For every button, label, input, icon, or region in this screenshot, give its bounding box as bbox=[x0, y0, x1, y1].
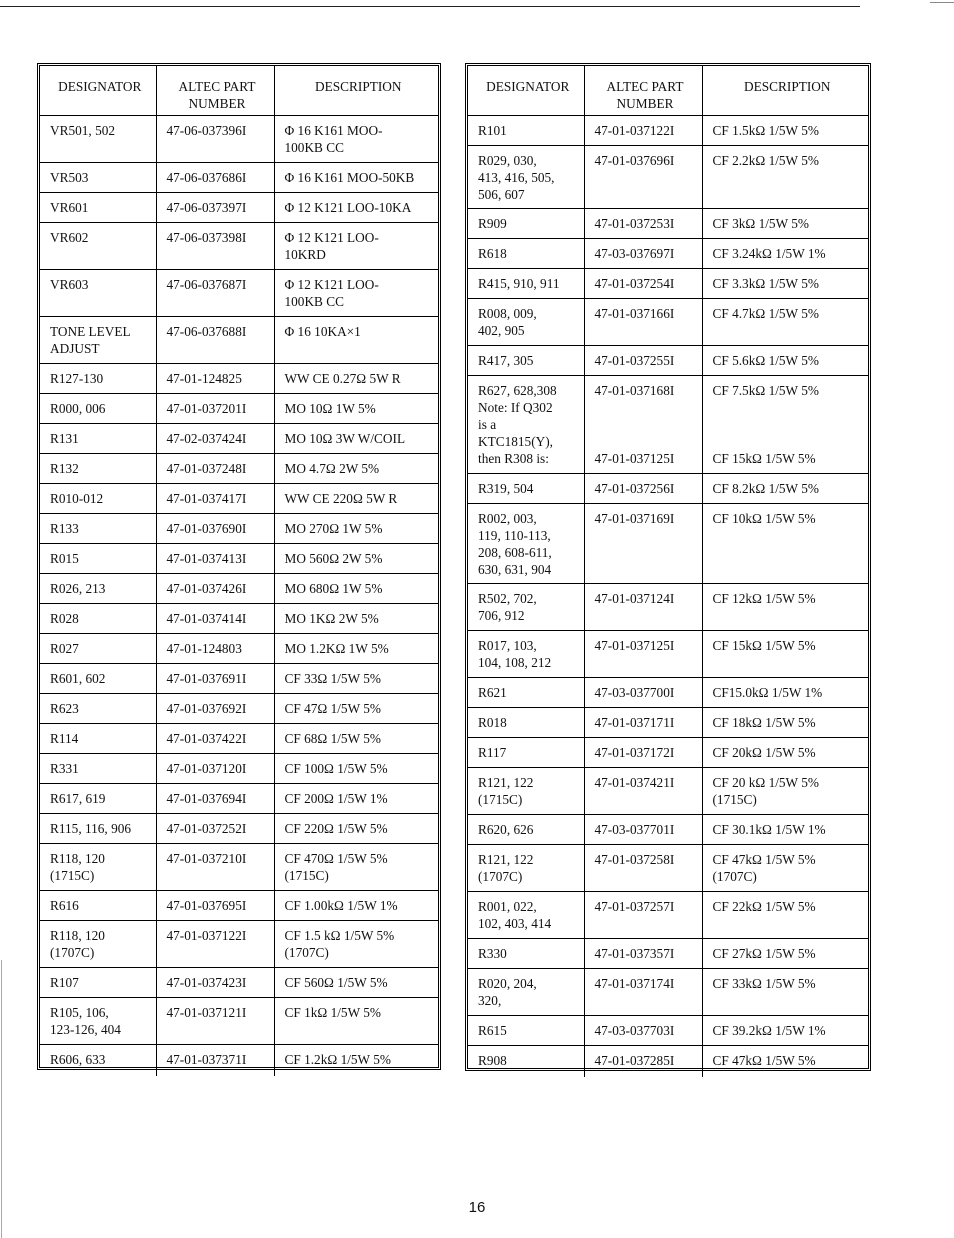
designator-cell: R133 bbox=[40, 514, 156, 544]
description-cell: Φ 16 K161 MOO- 100KB CC bbox=[274, 116, 438, 163]
designator-cell: TONE LEVEL ADJUST bbox=[40, 317, 156, 364]
designator-cell: R606, 633 bbox=[40, 1045, 156, 1076]
table-row bbox=[40, 634, 438, 664]
table-row bbox=[40, 163, 438, 193]
designator-cell: R415, 910, 911 bbox=[468, 269, 584, 299]
designator-cell: R015 bbox=[40, 544, 156, 574]
table-row bbox=[40, 814, 438, 844]
page-number: 16 bbox=[468, 1199, 486, 1216]
description-cell: CF 12kΩ 1/5W 5% bbox=[702, 584, 868, 631]
part-number-cell: 47-01-037256I bbox=[584, 474, 702, 504]
description-cell: MO 10Ω 1W 5% bbox=[274, 394, 438, 424]
description-cell: CF 3.24kΩ 1/5W 1% bbox=[702, 239, 868, 269]
part-number-cell: 47-01-037253I bbox=[584, 209, 702, 239]
table-row bbox=[40, 574, 438, 604]
top-rule bbox=[0, 6, 860, 7]
designator-cell: R620, 626 bbox=[468, 815, 584, 845]
description-cell: MO 4.7Ω 2W 5% bbox=[274, 454, 438, 484]
part-number-cell: 47-01-037696I bbox=[584, 146, 702, 209]
part-number-cell: 47-01-037423I bbox=[156, 968, 274, 998]
table-row bbox=[40, 784, 438, 814]
table-row bbox=[468, 584, 868, 631]
table-row bbox=[468, 239, 868, 269]
designator-cell: R621 bbox=[468, 678, 584, 708]
description-cell: CF 30.1kΩ 1/5W 1% bbox=[702, 815, 868, 845]
designator-cell: R601, 602 bbox=[40, 664, 156, 694]
top-rule-right bbox=[930, 2, 954, 3]
part-number-cell: 47-01-037692I bbox=[156, 694, 274, 724]
description-cell: CF 2.2kΩ 1/5W 5% bbox=[702, 146, 868, 209]
designator-cell: R020, 204, 320, bbox=[468, 969, 584, 1016]
description-header: DESCRIPTION bbox=[274, 66, 438, 116]
part-number-cell: 47-01-037122I bbox=[584, 116, 702, 146]
description-cell: MO 1KΩ 2W 5% bbox=[274, 604, 438, 634]
designator-cell: R029, 030, 413, 416, 505, 506, 607 bbox=[468, 146, 584, 209]
table-row bbox=[468, 631, 868, 678]
description-cell: CF 15kΩ 1/5W 5% bbox=[702, 631, 868, 678]
part-number-cell: 47-03-037703I bbox=[584, 1016, 702, 1046]
designator-cell: R617, 619 bbox=[40, 784, 156, 814]
designator-cell: R615 bbox=[468, 1016, 584, 1046]
part-number-header: ALTEC PART NUMBER bbox=[156, 66, 274, 116]
part-number-cell: 47-01-037422I bbox=[156, 724, 274, 754]
part-number-cell: 47-01-037417I bbox=[156, 484, 274, 514]
designator-cell: R018 bbox=[468, 708, 584, 738]
table-row bbox=[40, 664, 438, 694]
table-row bbox=[40, 193, 438, 223]
page-edge-mark bbox=[1, 960, 2, 1238]
part-number-cell: 47-03-037700I bbox=[584, 678, 702, 708]
table-row bbox=[40, 270, 438, 317]
part-number-cell: 47-01-037371I bbox=[156, 1045, 274, 1076]
table-row bbox=[468, 1016, 868, 1046]
description-cell: MO 270Ω 1W 5% bbox=[274, 514, 438, 544]
designator-cell: R132 bbox=[40, 454, 156, 484]
table-row bbox=[468, 299, 868, 346]
designator-cell: VR602 bbox=[40, 223, 156, 270]
description-cell: MO 1.2KΩ 1W 5% bbox=[274, 634, 438, 664]
table-row bbox=[468, 209, 868, 239]
description-cell: CF 22kΩ 1/5W 5% bbox=[702, 892, 868, 939]
table-row bbox=[468, 768, 868, 815]
description-cell: CF 8.2kΩ 1/5W 5% bbox=[702, 474, 868, 504]
designator-cell: R028 bbox=[40, 604, 156, 634]
designator-cell: R010-012 bbox=[40, 484, 156, 514]
description-cell: CF 33Ω 1/5W 5% bbox=[274, 664, 438, 694]
part-number-cell: 47-06-037688I bbox=[156, 317, 274, 364]
description-cell: CF 5.6kΩ 1/5W 5% bbox=[702, 346, 868, 376]
table-row bbox=[40, 364, 438, 394]
designator-cell: R118, 120 (1715C) bbox=[40, 844, 156, 891]
description-cell: MO 10Ω 3W W/COIL bbox=[274, 424, 438, 454]
part-number-cell: 47-01-037121I bbox=[156, 998, 274, 1045]
table-row bbox=[40, 116, 438, 163]
designator-cell: R008, 009, 402, 905 bbox=[468, 299, 584, 346]
table-row bbox=[468, 269, 868, 299]
description-cell: CF 4.7kΩ 1/5W 5% bbox=[702, 299, 868, 346]
designator-cell: R121, 122 (1707C) bbox=[468, 845, 584, 892]
designator-cell: R908 bbox=[468, 1046, 584, 1077]
designator-header: DESIGNATOR bbox=[468, 66, 584, 116]
designator-cell: R627, 628,308 Note: If Q302 is a KTC1815(Y), then R308 is: bbox=[468, 376, 584, 474]
part-number-cell: 47-01-037258I bbox=[584, 845, 702, 892]
part-number-cell: 47-01-124803 bbox=[156, 634, 274, 664]
description-cell: CF 47kΩ 1/5W 5% (1707C) bbox=[702, 845, 868, 892]
designator-cell: VR603 bbox=[40, 270, 156, 317]
part-number-cell: 47-06-037687I bbox=[156, 270, 274, 317]
description-cell: WW CE 0.27Ω 5W R bbox=[274, 364, 438, 394]
part-number-cell: 47-06-037398I bbox=[156, 223, 274, 270]
table-row bbox=[468, 376, 868, 474]
table-row bbox=[40, 968, 438, 998]
table-row bbox=[40, 1045, 438, 1076]
table-row bbox=[468, 939, 868, 969]
table-row bbox=[468, 708, 868, 738]
designator-cell: R618 bbox=[468, 239, 584, 269]
part-number-cell: 47-01-037413I bbox=[156, 544, 274, 574]
description-cell: CF 3kΩ 1/5W 5% bbox=[702, 209, 868, 239]
table-row bbox=[40, 424, 438, 454]
table-row bbox=[40, 604, 438, 634]
description-cell: WW CE 220Ω 5W R bbox=[274, 484, 438, 514]
designator-cell: R000, 006 bbox=[40, 394, 156, 424]
description-cell: CF 20 kΩ 1/5W 5% (1715C) bbox=[702, 768, 868, 815]
designator-cell: R330 bbox=[468, 939, 584, 969]
description-cell: CF 1kΩ 1/5W 5% bbox=[274, 998, 438, 1045]
designator-cell: R107 bbox=[40, 968, 156, 998]
designator-cell: R127-130 bbox=[40, 364, 156, 394]
designator-cell: R002, 003, 119, 110-113, 208, 608-611, 630, 631, 904 bbox=[468, 504, 584, 584]
designator-cell: R026, 213 bbox=[40, 574, 156, 604]
description-cell: CF 39.2kΩ 1/5W 1% bbox=[702, 1016, 868, 1046]
part-number-cell: 47-01-037166I bbox=[584, 299, 702, 346]
description-cell: CF 220Ω 1/5W 5% bbox=[274, 814, 438, 844]
part-number-cell: 47-01-124825 bbox=[156, 364, 274, 394]
description-cell: Φ 12 K121 LOO- 10KRD bbox=[274, 223, 438, 270]
part-number-cell: 47-03-037701I bbox=[584, 815, 702, 845]
part-number-cell: 47-01-037210I bbox=[156, 844, 274, 891]
description-cell: CF 18kΩ 1/5W 5% bbox=[702, 708, 868, 738]
table-row bbox=[40, 844, 438, 891]
description-cell: CF 20kΩ 1/5W 5% bbox=[702, 738, 868, 768]
table-row bbox=[40, 514, 438, 544]
description-cell: MO 560Ω 2W 5% bbox=[274, 544, 438, 574]
table-row bbox=[40, 724, 438, 754]
table-row bbox=[40, 921, 438, 968]
designator-cell: R017, 103, 104, 108, 212 bbox=[468, 631, 584, 678]
part-number-cell: 47-01-037357I bbox=[584, 939, 702, 969]
designator-cell: R616 bbox=[40, 891, 156, 921]
part-number-cell: 47-01-037421I bbox=[584, 768, 702, 815]
designator-cell: R114 bbox=[40, 724, 156, 754]
table-row bbox=[468, 738, 868, 768]
description-cell: CF 470Ω 1/5W 5% (1715C) bbox=[274, 844, 438, 891]
designator-cell: VR601 bbox=[40, 193, 156, 223]
designator-cell: R115, 116, 906 bbox=[40, 814, 156, 844]
part-number-cell: 47-01-037255I bbox=[584, 346, 702, 376]
part-number-cell: 47-01-037171I bbox=[584, 708, 702, 738]
part-number-cell: 47-01-037169I bbox=[584, 504, 702, 584]
description-cell: CF 33kΩ 1/5W 5% bbox=[702, 969, 868, 1016]
designator-cell: VR503 bbox=[40, 163, 156, 193]
designator-cell: R121, 122 (1715C) bbox=[468, 768, 584, 815]
part-number-cell: 47-01-037248I bbox=[156, 454, 274, 484]
part-number-cell: 47-02-037424I bbox=[156, 424, 274, 454]
table-row bbox=[468, 146, 868, 209]
part-number-cell: 47-01-037694I bbox=[156, 784, 274, 814]
description-cell: CF 10kΩ 1/5W 5% bbox=[702, 504, 868, 584]
description-cell: Φ 16 10KA×1 bbox=[274, 317, 438, 364]
description-cell: CF 1.2kΩ 1/5W 5% bbox=[274, 1045, 438, 1076]
table-row bbox=[468, 346, 868, 376]
part-number-cell: 47-01-037172I bbox=[584, 738, 702, 768]
part-number-cell: 47-01-037120I bbox=[156, 754, 274, 784]
part-number-cell: 47-01-037691I bbox=[156, 664, 274, 694]
header-row bbox=[468, 66, 868, 116]
part-number-cell: 47-03-037697I bbox=[584, 239, 702, 269]
table-row bbox=[468, 969, 868, 1016]
table-row bbox=[468, 815, 868, 845]
designator-cell: R027 bbox=[40, 634, 156, 664]
description-cell: Φ 16 K161 MOO-50KB bbox=[274, 163, 438, 193]
description-cell: CF 200Ω 1/5W 1% bbox=[274, 784, 438, 814]
table-row bbox=[468, 892, 868, 939]
table-row bbox=[40, 754, 438, 784]
part-number-cell: 47-01-037257I bbox=[584, 892, 702, 939]
table-row bbox=[468, 845, 868, 892]
part-number-cell: 47-06-037686I bbox=[156, 163, 274, 193]
description-cell: CF 68Ω 1/5W 5% bbox=[274, 724, 438, 754]
table-row bbox=[468, 116, 868, 146]
table-row bbox=[468, 678, 868, 708]
description-cell: Φ 12 K121 LOO-10KA bbox=[274, 193, 438, 223]
table-row bbox=[40, 998, 438, 1045]
table-row bbox=[40, 694, 438, 724]
designator-cell: R105, 106, 123-126, 404 bbox=[40, 998, 156, 1045]
table-row bbox=[40, 484, 438, 514]
table-row bbox=[468, 504, 868, 584]
description-cell: CF 560Ω 1/5W 5% bbox=[274, 968, 438, 998]
part-number-cell: 47-01-037414I bbox=[156, 604, 274, 634]
description-cell: Φ 12 K121 LOO- 100KB CC bbox=[274, 270, 438, 317]
part-number-cell: 47-01-037122I bbox=[156, 921, 274, 968]
table-row bbox=[40, 544, 438, 574]
designator-cell: VR501, 502 bbox=[40, 116, 156, 163]
table-row bbox=[40, 223, 438, 270]
description-cell: CF 1.5kΩ 1/5W 5% bbox=[702, 116, 868, 146]
part-number-cell: 47-01-037125I bbox=[584, 631, 702, 678]
left-parts-table bbox=[37, 63, 441, 1070]
description-cell: CF 100Ω 1/5W 5% bbox=[274, 754, 438, 784]
table-row bbox=[40, 891, 438, 921]
designator-header: DESIGNATOR bbox=[40, 66, 156, 116]
description-header: DESCRIPTION bbox=[702, 66, 868, 116]
description-cell: CF 7.5kΩ 1/5W 5% CF 15kΩ 1/5W 5% bbox=[702, 376, 868, 474]
table-row bbox=[468, 474, 868, 504]
designator-cell: R118, 120 (1707C) bbox=[40, 921, 156, 968]
part-number-cell: 47-06-037397I bbox=[156, 193, 274, 223]
part-number-cell: 47-01-037252I bbox=[156, 814, 274, 844]
part-number-header: ALTEC PART NUMBER bbox=[584, 66, 702, 116]
description-cell: CF 27kΩ 1/5W 5% bbox=[702, 939, 868, 969]
designator-cell: R909 bbox=[468, 209, 584, 239]
description-cell: CF 47kΩ 1/5W 5% bbox=[702, 1046, 868, 1077]
table-row bbox=[40, 454, 438, 484]
table-row bbox=[40, 317, 438, 364]
description-cell: CF15.0kΩ 1/5W 1% bbox=[702, 678, 868, 708]
right-parts-table bbox=[465, 63, 871, 1071]
description-cell: CF 3.3kΩ 1/5W 5% bbox=[702, 269, 868, 299]
description-cell: CF 1.5 kΩ 1/5W 5% (1707C) bbox=[274, 921, 438, 968]
part-number-cell: 47-01-037285I bbox=[584, 1046, 702, 1077]
table-row bbox=[468, 1046, 868, 1077]
designator-cell: R331 bbox=[40, 754, 156, 784]
part-number-cell: 47-01-037254I bbox=[584, 269, 702, 299]
designator-cell: R319, 504 bbox=[468, 474, 584, 504]
designator-cell: R101 bbox=[468, 116, 584, 146]
designator-cell: R117 bbox=[468, 738, 584, 768]
designator-cell: R417, 305 bbox=[468, 346, 584, 376]
part-number-cell: 47-01-037426I bbox=[156, 574, 274, 604]
part-number-cell: 47-01-037695I bbox=[156, 891, 274, 921]
part-number-cell: 47-01-037174I bbox=[584, 969, 702, 1016]
description-cell: CF 47Ω 1/5W 5% bbox=[274, 694, 438, 724]
description-cell: MO 680Ω 1W 5% bbox=[274, 574, 438, 604]
table-row bbox=[40, 394, 438, 424]
description-cell: CF 1.00kΩ 1/5W 1% bbox=[274, 891, 438, 921]
designator-cell: R502, 702, 706, 912 bbox=[468, 584, 584, 631]
part-number-cell: 47-01-037201I bbox=[156, 394, 274, 424]
part-number-cell: 47-01-037168I 47-01-037125I bbox=[584, 376, 702, 474]
designator-cell: R001, 022, 102, 403, 414 bbox=[468, 892, 584, 939]
part-number-cell: 47-01-037124I bbox=[584, 584, 702, 631]
part-number-cell: 47-06-037396I bbox=[156, 116, 274, 163]
header-row bbox=[40, 66, 438, 116]
designator-cell: R131 bbox=[40, 424, 156, 454]
part-number-cell: 47-01-037690I bbox=[156, 514, 274, 544]
designator-cell: R623 bbox=[40, 694, 156, 724]
